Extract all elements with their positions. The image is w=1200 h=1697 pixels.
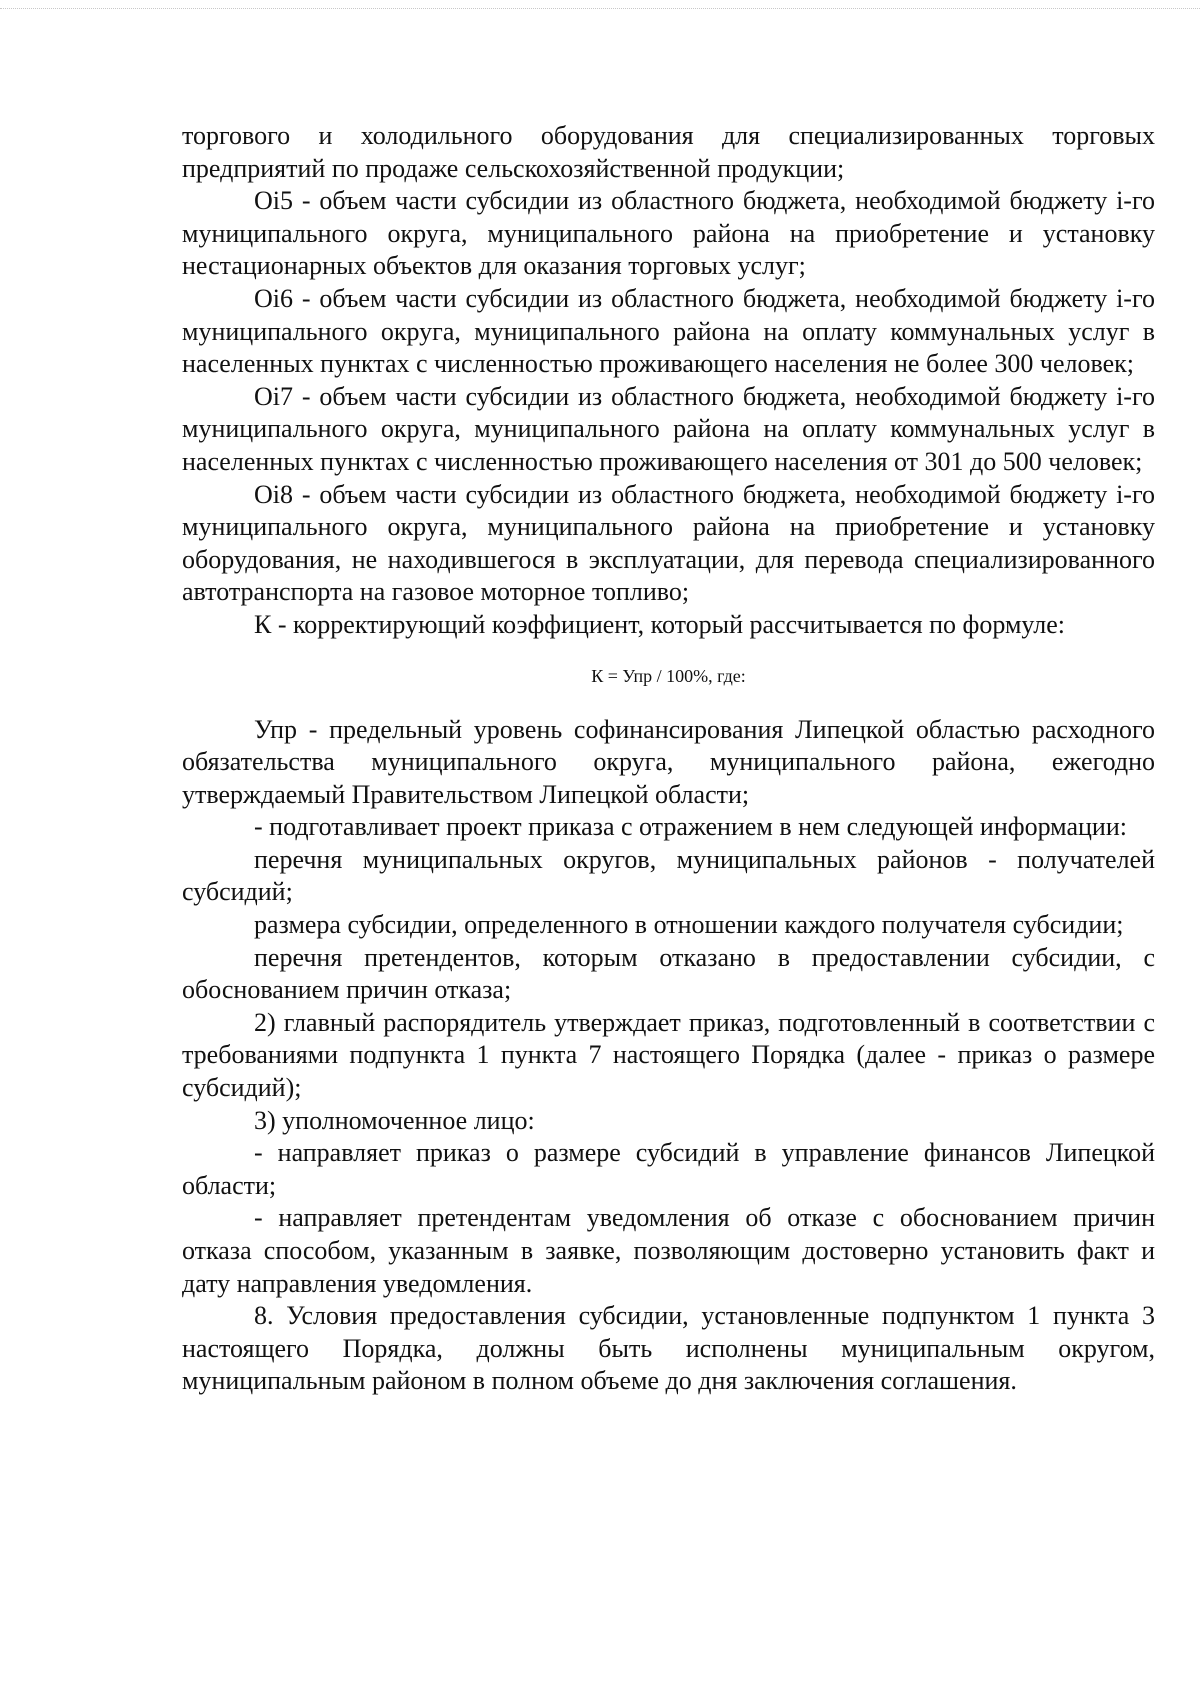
text-block-top — [182, 120, 1155, 642]
paragraph: Упр - предельный уровень софинансирования Липецкой областью расходного обязательства муниципального округа, муниципального района, ежегодно утверждаемый Правительством Липецкой области; — [182, 714, 1155, 809]
paragraph: - направляет претендентам уведомления об отказе с обоснованием причин отказа способом, указанным в заявке, позволяющим достоверно установить факт и дату направления уведомления. — [182, 1203, 1155, 1298]
formula: К = Упр / 100%, где: — [591, 665, 746, 686]
text-block-bottom — [182, 714, 1155, 1398]
paragraph: К - корректирующий коэффициент, который рассчитывается по формуле: — [254, 609, 1066, 639]
paragraph: 8. Условия предоставления субсидии, установленные подпунктом 1 пункта 3 настоящего Порядка, должны быть исполнены муниципальным округом, муниципальным районом в полном объеме до дня заключения соглашения. — [182, 1301, 1155, 1396]
scan-top-edge — [0, 8, 1200, 9]
paragraph: Oi5 - объем части субсидии из областного бюджета, необходимой бюджету i-го муниципального округа, муниципального района на приобретение и установку нестационарных объектов для оказания торговых услуг; — [182, 186, 1155, 281]
paragraph: перечня муниципальных округов, муниципальных районов - получателей субсидий; — [182, 844, 1155, 907]
paragraph: Oi6 - объем части субсидии из областного бюджета, необходимой бюджету i-го муниципального округа, муниципального района на оплату коммунальных услуг в населенных пунктах с численностью проживающего населения не более 300 человек; — [182, 283, 1155, 379]
document-page — [182, 120, 1155, 1398]
paragraph: - подготавливает проект приказа с отражением в нем следующей информации: — [254, 812, 1127, 842]
paragraph: Oi8 - объем части субсидии из областного бюджета, необходимой бюджету i-го муниципального округа, муниципального района на приобретение и установку оборудования, не находившегося в эксплуатации, для перевода специализированного автотранспорта на газовое моторное топливо; — [182, 479, 1155, 607]
paragraph: торгового и холодильного оборудования для специализированных торговых предприятий по продаже сельскохозяйственной продукции; — [182, 121, 1155, 183]
paragraph: Oi7 - объем части субсидии из областного бюджета, необходимой бюджету i-го муниципального округа, муниципального района на оплату коммунальных услуг в населенных пунктах с численностью проживающего населения от 301 до 500 человек; — [182, 381, 1155, 476]
paragraph: 3) уполномоченное лицо: — [254, 1105, 535, 1135]
paragraph: - направляет приказ о размере субсидий в управление финансов Липецкой области; — [182, 1138, 1155, 1200]
paragraph: перечня претендентов, которым отказано в предоставлении субсидии, с обоснованием причин отказа; — [182, 942, 1155, 1005]
paragraph: размера субсидии, определенного в отношении каждого получателя субсидии; — [254, 910, 1124, 940]
paragraph: 2) главный распорядитель утверждает приказ, подготовленный в соответствии с требованиями подпункта 1 пункта 7 настоящего Порядка (далее - приказ о размере субсидий); — [182, 1007, 1155, 1103]
